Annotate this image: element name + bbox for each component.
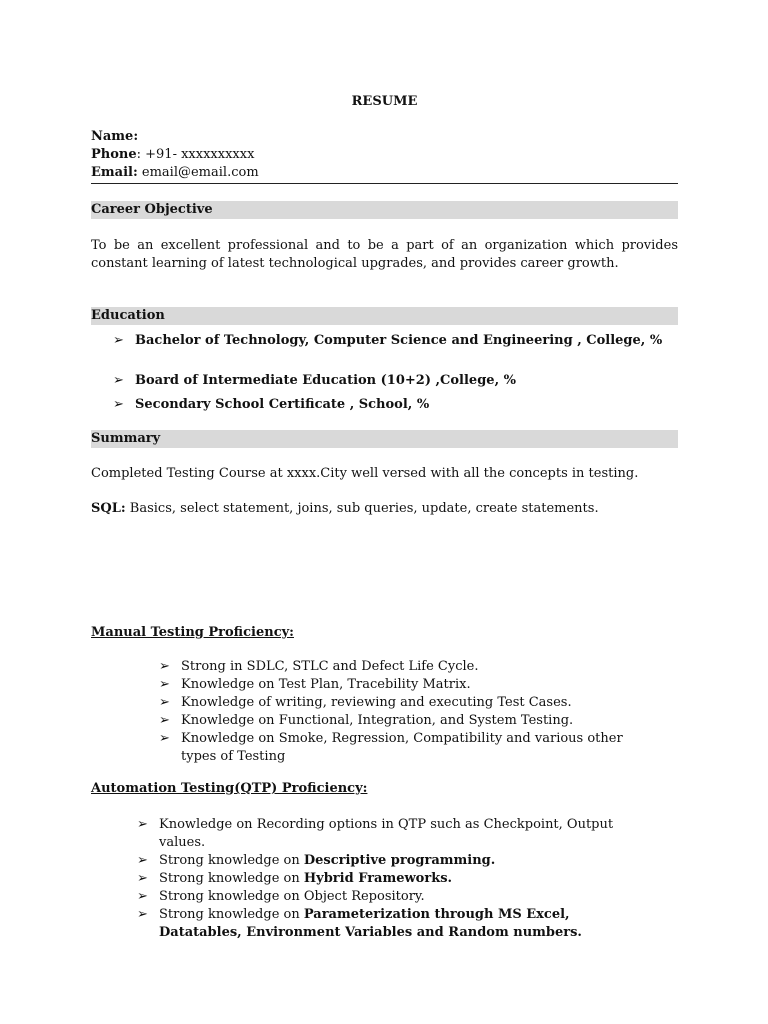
arrow-bullet-icon: ➢ [159,695,170,710]
list-item: ➢ Knowledge on Functional, Integration, and System Testing. [159,713,574,728]
list-item: ➢ Knowledge on Test Plan, Tracebility Matrix. [159,677,471,692]
sql-text: Basics, select statement, joins, sub queries, update, create statements. [129,501,599,516]
header-divider [91,183,678,184]
arrow-bullet-icon: ➢ [159,659,170,674]
list-item: ➢ Strong knowledge on Object Repository. [137,889,425,904]
list-item: ➢ Strong knowledge on Parameterization through MS Excel, Datatables, Environment Variables and Random numbers. [137,907,582,940]
list-item: ➢ Knowledge on Recording options in QTP such as Checkpoint, Output values. [137,817,614,850]
automation-testing-heading: Automation Testing(QTP) Proficiency: [91,781,368,796]
email-line [91,164,259,182]
email-value: email@email.com [141,165,259,180]
phone-label: Phone [91,147,137,162]
list-item: ➢ Strong in SDLC, STLC and Defect Life Cycle. [159,659,479,674]
sql-line [91,500,678,518]
arrow-bullet-icon: ➢ [159,731,170,746]
arrow-bullet-icon: ➢ [137,871,148,886]
manual-testing-list [159,658,659,766]
name-label: Name [91,129,134,144]
manual-testing-heading: Manual Testing Proficiency: [91,625,294,640]
resume-title: RESUME [351,94,418,109]
education-item: ➢ Board of Intermediate Education (10+2) ,College, % [113,373,516,388]
summary-text: Completed Testing Course at xxxx.City well versed with all the concepts in testing. [91,466,639,481]
education-item: ➢ Bachelor of Technology, Computer Science and Engineering , College, % [113,333,663,348]
name-line: Name: [91,129,139,144]
education-heading: Education [91,307,678,325]
education-list [113,332,678,414]
career-objective-heading: Career Objective [91,201,678,219]
list-item: ➢ Knowledge of writing, reviewing and executing Test Cases. [159,695,572,710]
arrow-bullet-icon: ➢ [113,333,124,348]
arrow-bullet-icon: ➢ [137,907,148,922]
arrow-bullet-icon: ➢ [137,853,148,868]
list-item: ➢ Knowledge on Smoke, Regression, Compatibility and various other types of Testing [159,731,623,764]
phone-line: Phone: +91- xxxxxxxxxx [91,147,255,162]
arrow-bullet-icon: ➢ [159,677,170,692]
automation-testing-list [137,816,637,942]
arrow-bullet-icon: ➢ [113,397,124,412]
arrow-bullet-icon: ➢ [113,373,124,388]
list-item: ➢ Strong knowledge on Hybrid Frameworks. [137,871,453,886]
arrow-bullet-icon: ➢ [137,817,148,832]
list-item: ➢ Strong knowledge on Descriptive programming. [137,853,496,868]
education-item: ➢ Secondary School Certificate , School, % [113,397,430,412]
email-label: Email: [91,165,138,180]
arrow-bullet-icon: ➢ [159,713,170,728]
sql-label: SQL: [91,501,126,516]
career-objective-text: To be an excellent professional and to be a part of an organization which provides constant learning of latest technological upgrades, and provides career growth. [91,238,678,271]
contact-block [91,128,259,182]
summary-heading: Summary [91,430,678,448]
arrow-bullet-icon: ➢ [137,889,148,904]
phone-value: +91- xxxxxxxxxx [145,147,255,162]
